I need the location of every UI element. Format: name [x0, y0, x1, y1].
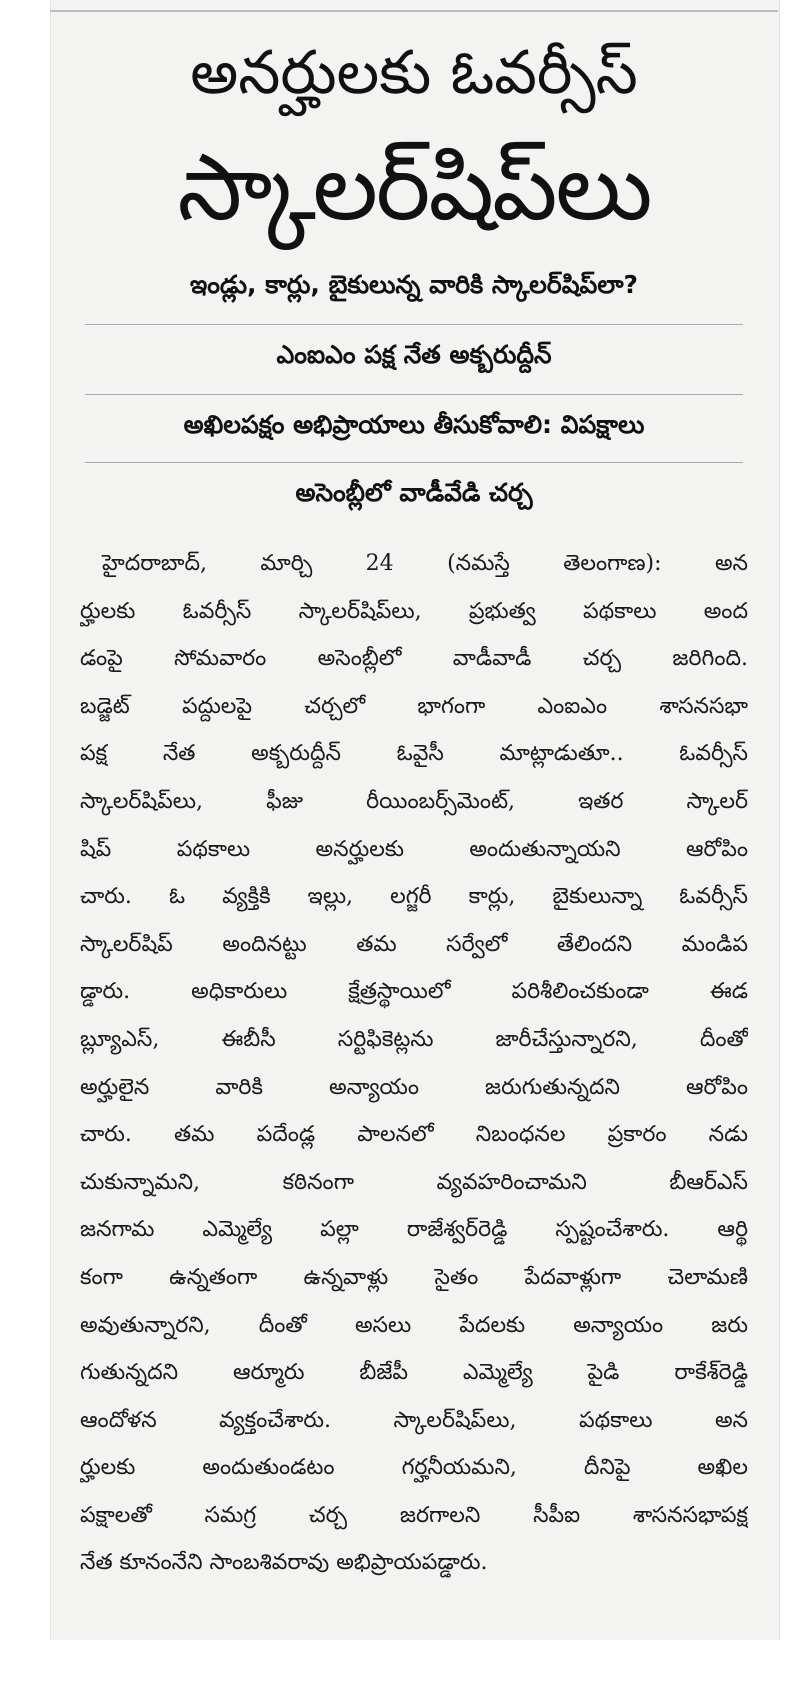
body-line: ర్హులకు ఓవర్సీస్ స్కాలర్‌షిప్‌లు, ప్రభుత్వ పథకాలు అంద: [80, 598, 748, 624]
body-line: స్కాలర్‌షిప్ అందినట్టు తమ సర్వేలో తేలిందని మండిప: [80, 931, 748, 957]
headline-line-2: స్కాలర్‌షిప్‌లు: [177, 134, 651, 241]
body-line: గుతున్నదని ఆర్మూరు బీజేపీ ఎమ్మెల్యే పైడి రాకేశ్‌రెడ్డి: [80, 1360, 748, 1386]
body-line: అవుతున్నారని, దీంతో అసలు పేదలకు అన్యాయం జరు: [80, 1312, 748, 1338]
body-line: హైదరాబాద్, మార్చి 24 (నమస్తే తెలంగాణ): అన: [102, 551, 748, 576]
body-line: స్కాలర్‌షిప్‌లు, ఫీజు రీయింబర్స్‌మెంట్, ఇతర స్కాలర్: [80, 788, 748, 814]
body-line: కంగా ఉన్నతంగా ఉన్నవాళ్లు సైతం పేదవాళ్లుగా చెలామణి: [80, 1264, 748, 1290]
body-line: జనగామ ఎమ్మెల్యే పల్లా రాజేశ్వర్‌రెడ్డి స్పష్టంచేశారు. ఆర్థి: [80, 1217, 748, 1243]
body-line: చుకున్నామని, కఠినంగా వ్యవహరించామని బీఆర్‌ఎస్: [80, 1169, 748, 1195]
body-line: పక్షాలతో సమగ్ర చర్చ జరగాలని సీపీఐ శాసనసభాపక్ష: [80, 1502, 748, 1528]
body-line: షిప్ పథకాలు అనర్హులకు అందుతున్నాయని ఆరోపిం: [80, 836, 748, 862]
deck-line-1: ఇండ్లు, కార్లు, బైకులున్న వారికి స్కాలర్‌షిప్‌లా?: [189, 270, 638, 299]
body-line: నేత కూనంనేని సాంబశివరావు అభిప్రాయపడ్డారు.: [80, 1550, 488, 1576]
deck-divider-2: [85, 394, 743, 395]
body-line: డ్డారు. అధికారులు క్షేత్రస్థాయిలో పరిశీలించకుండా ఈడ: [80, 979, 748, 1005]
headline-line-1: అనర్హులకు ఓవర్సీస్: [190, 38, 638, 108]
top-divider: [50, 10, 778, 12]
body-line: ఆందోళన వ్యక్తంచేశారు. స్కాలర్‌షిప్‌లు, పథకాలు అన: [80, 1407, 748, 1433]
body-line: అర్హులైన వారికి అన్యాయం జరుగుతున్నదని ఆరోపిం: [80, 1074, 748, 1100]
deck-line-4: అసెంబ్లీలో వాడీవేడి చర్చ: [295, 478, 533, 507]
body-line: బడ్జెట్ పద్దులపై చర్చలో భాగంగా ఎంఐఎం శాసనసభా: [80, 693, 748, 719]
deck-divider-3: [85, 462, 743, 463]
article-body: [80, 540, 748, 1587]
body-line: బ్ల్యూఎస్, ఈబీసీ సర్టిఫికెట్లను జారీచేస్తున్నారని, దీంతో: [80, 1026, 748, 1052]
deck-divider-1: [85, 324, 743, 325]
body-line: ర్హులకు అందుతుండటం గర్హనీయమని, దీనిపై అఖిల: [80, 1455, 748, 1481]
body-line: పక్ష నేత అక్బరుద్దీన్ ఓవైసీ మాట్లాడుతూ.. ఓవర్సీస్: [80, 741, 748, 767]
body-line: చారు. తమ పదేండ్ల పాలనలో నిబంధనల ప్రకారం నడు: [80, 1122, 748, 1148]
deck-line-2: ఎంఐఎం పక్ష నేత అక్బరుద్దీన్: [276, 340, 552, 369]
body-line: డంపై సోమవారం అసెంబ్లీలో వాడీవాడీ చర్చ జరిగింది.: [80, 646, 748, 672]
body-line: చారు. ఓ వ్యక్తికి ఇల్లు, లగ్జరీ కార్లు, బైకులున్నా ఓవర్సీస్: [80, 884, 748, 910]
deck-line-3: అఖిలపక్షం అభిప్రాయాలు తీసుకోవాలి: విపక్షాలు: [183, 410, 645, 439]
